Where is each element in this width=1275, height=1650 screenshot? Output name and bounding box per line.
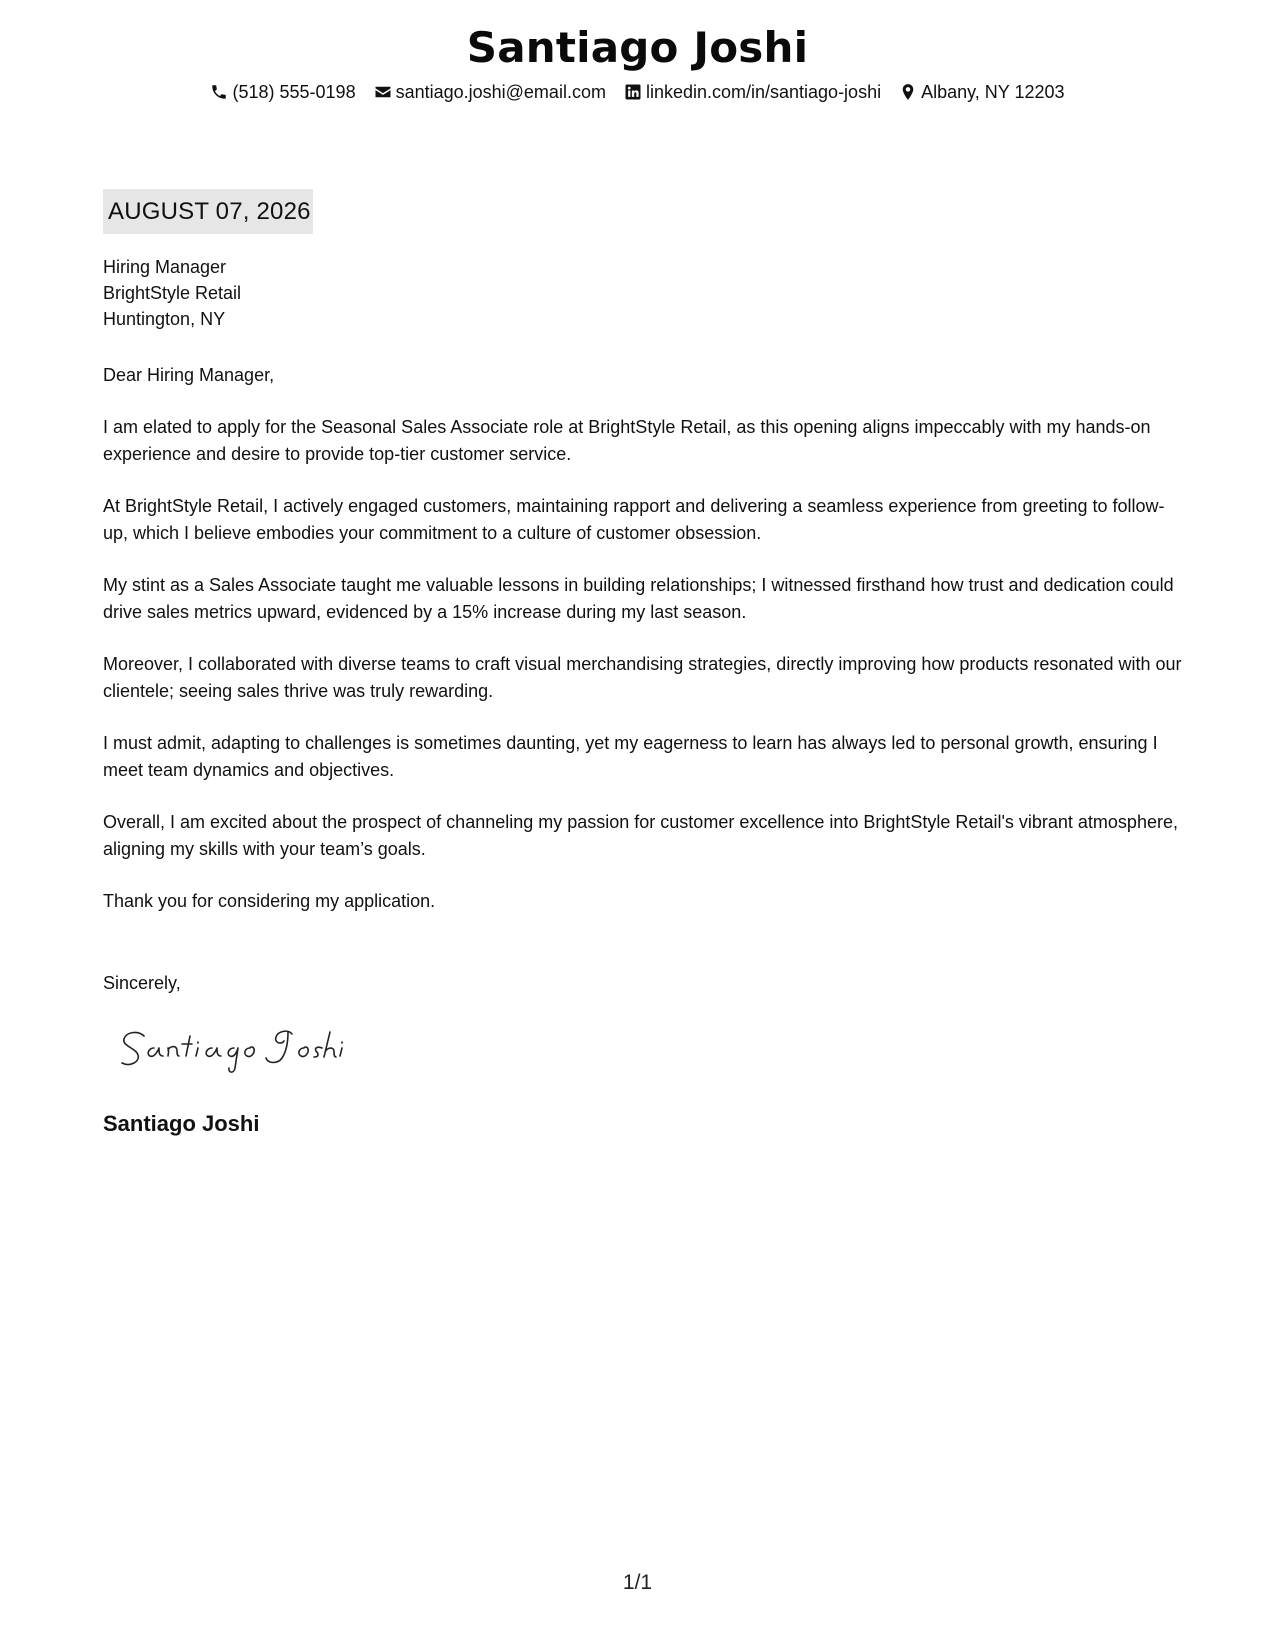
- body-paragraph: Thank you for considering my application.: [103, 891, 436, 911]
- recipient-title: Hiring Manager: [103, 257, 227, 277]
- envelope-icon: [374, 83, 392, 101]
- body-paragraph: I must admit, adapting to challenges is sometimes daunting, yet my eagerness to learn has always led to personal growth, ensuring I meet team dynamics and objectives.: [103, 733, 1158, 780]
- applicant-name-heading: Santiago Joshi: [466, 23, 809, 72]
- handwritten-signature: [116, 1018, 366, 1078]
- body-paragraph: Moreover, I collaborated with diverse teams to craft visual merchandising strategies, directly improving how products resonated with our clientele; seeing sales thrive was truly rewarding.: [103, 654, 1182, 701]
- page-number: 1/1: [622, 1571, 653, 1594]
- phone-icon: [210, 83, 228, 101]
- contact-info-bar: [0, 78, 1275, 106]
- body-paragraph: My stint as a Sales Associate taught me valuable lessons in building relationships; I witnessed firsthand how trust and dedication could drive sales metrics upward, evidenced by a 15% increase during my last season.: [103, 575, 1174, 622]
- contact-phone: [210, 78, 355, 106]
- linkedin-icon: [624, 83, 642, 101]
- map-pin-icon: [899, 83, 917, 101]
- contact-location: [899, 78, 1064, 106]
- linkedin-url: linkedin.com/in/santiago-joshi: [645, 82, 882, 102]
- letter-date: AUGUST 07, 2026: [103, 189, 313, 234]
- recipient-company: BrightStyle Retail: [103, 283, 242, 303]
- body-paragraph: Overall, I am excited about the prospect of channeling my passion for customer excellence into BrightStyle Retail's vibrant atmosphere, aligning my skills with your team’s goals.: [103, 812, 1178, 859]
- email-address: santiago.joshi@email.com: [395, 82, 606, 102]
- contact-email: [374, 78, 606, 106]
- letter-body: [103, 414, 1188, 941]
- body-paragraph: I am elated to apply for the Seasonal Sales Associate role at BrightStyle Retail, as this opening aligns impeccably with my hands-on experience and desire to provide top-tier customer service.: [103, 417, 1151, 464]
- body-paragraph: At BrightStyle Retail, I actively engaged customers, maintaining rapport and delivering a seamless experience from greeting to follow-up, which I believe embodies your commitment to a culture of customer obsession.: [103, 496, 1165, 543]
- contact-linkedin: [624, 78, 881, 106]
- location-text: Albany, NY 12203: [921, 82, 1065, 102]
- recipient-block: [103, 254, 241, 332]
- salutation: Dear Hiring Manager,: [103, 365, 275, 385]
- phone-number: (518) 555-0198: [232, 82, 356, 102]
- signer-name: Santiago Joshi: [103, 1111, 260, 1136]
- recipient-location: Huntington, NY: [103, 309, 226, 329]
- closing-line: Sincerely,: [103, 973, 181, 993]
